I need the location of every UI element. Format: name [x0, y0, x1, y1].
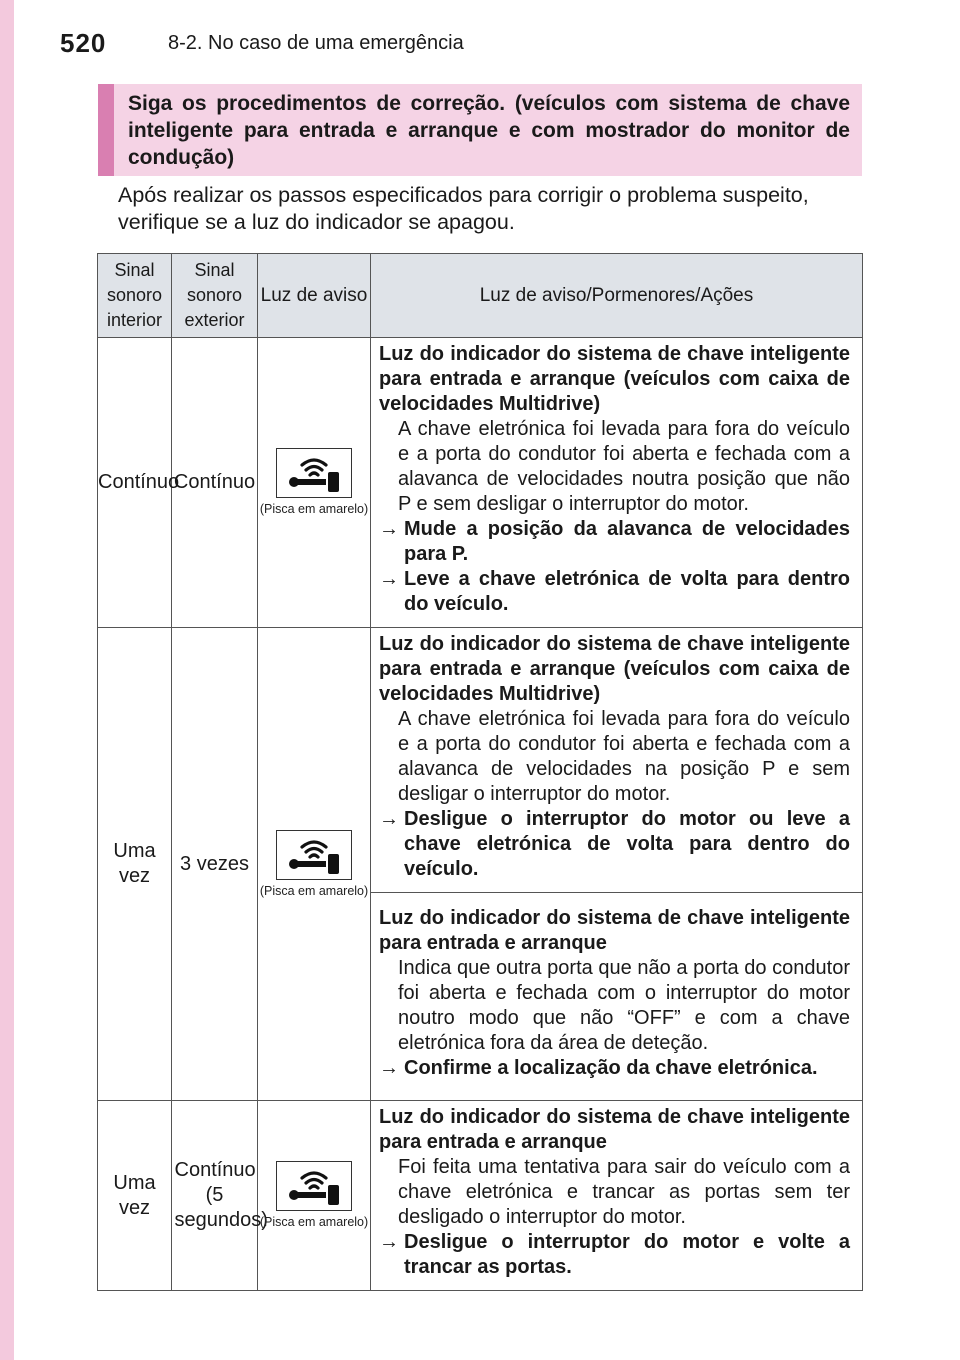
header-details: Luz de aviso/Pormenores/Ações — [371, 254, 863, 338]
smart-key-indicator-icon — [276, 1161, 352, 1211]
exterior-buzzer-value: Contínuo — [173, 471, 256, 493]
header-exterior-buzzer: Sinal sonoro exterior — [172, 254, 258, 338]
intro-paragraph: Após realizar os passos especificados para corrigir o problema suspeito, verifique se a luz do indicador se apagou. — [118, 183, 809, 234]
blink-note: (Pisca em amarelo) — [259, 502, 369, 516]
arrow-right-icon: → — [379, 1057, 399, 1079]
detail-action: → Leve a chave eletrónica de volta para dentro do veículo. — [379, 568, 850, 615]
warning-table — [97, 253, 863, 1291]
detail-action: → Confirme a localização da chave eletrónica. — [379, 1057, 818, 1079]
interior-buzzer-value: Uma vez — [113, 840, 156, 887]
smart-key-indicator-icon — [276, 448, 352, 498]
detail-body: A chave eletrónica foi levada para fora do veículo e a porta do condutor foi aberta e fechada com a alavanca de velocidades noutra posição que não P e sem desligar o interruptor do motor. — [398, 418, 850, 515]
blink-note: (Pisca em amarelo) — [259, 1215, 369, 1229]
blink-note: (Pisca em amarelo) — [259, 883, 369, 898]
detail-body: Indica que outra porta que não a porta do condutor foi aberta e fechada com o interruptor do motor noutro modo que não “OFF” e com a chave eletrónica fora da área de deteção. — [398, 957, 850, 1054]
table-row — [98, 338, 863, 628]
detail-action: → Desligue o interruptor do motor e volte a trancar as portas. — [379, 1231, 850, 1278]
section-title: 8-2. No caso de uma emergência — [168, 32, 464, 54]
arrow-right-icon: → — [379, 1231, 399, 1253]
arrow-right-icon: → — [379, 808, 399, 830]
page-number: 520 — [60, 28, 107, 58]
detail-action: → Desligue o interruptor do motor ou leve a chave eletrónica de volta para dentro do veículo. — [379, 808, 850, 880]
detail-title: Luz do indicador do sistema de chave inteligente para entrada e arranque — [379, 1106, 850, 1153]
table-row — [98, 628, 863, 893]
interior-buzzer-value: Contínuo — [98, 471, 180, 493]
procedure-callout — [98, 84, 862, 176]
header-warning-light: Luz de aviso — [258, 254, 371, 338]
header-interior-buzzer: Sinal sonoro interior — [98, 254, 172, 338]
detail-body: Foi feita uma tentativa para sair do veículo com a chave eletrónica e trancar as portas sem ter desligado o interruptor do motor. — [398, 1156, 850, 1228]
exterior-buzzer-value: 3 vezes — [180, 852, 249, 875]
detail-title: Luz do indicador do sistema de chave inteligente para entrada e arranque — [379, 907, 850, 954]
callout-text: Siga os procedimentos de correção. (veículos com sistema de chave inteligente para entrada e arranque e com mostrador do monitor de condução) — [128, 92, 850, 169]
detail-body: A chave eletrónica foi levada para fora do veículo e a porta do condutor foi aberta e fechada com a alavanca de velocidades na posição P e sem desligar o interruptor do motor. — [398, 708, 850, 805]
arrow-right-icon: → — [379, 568, 399, 590]
interior-buzzer-value: Uma vez — [113, 1171, 156, 1219]
smart-key-indicator-icon — [276, 830, 352, 880]
arrow-right-icon: → — [379, 518, 399, 540]
detail-title: Luz do indicador do sistema de chave inteligente para entrada e arranque (veículos com caixa de velocidades Multidrive) — [379, 343, 850, 415]
table-header-row — [98, 254, 863, 338]
side-color-band — [0, 0, 14, 1360]
detail-action: → Mude a posição da alavanca de velocidades para P. — [379, 518, 850, 565]
table-row — [98, 1101, 863, 1291]
exterior-buzzer-value: Contínuo (5 segundos) — [174, 1159, 268, 1231]
detail-title: Luz do indicador do sistema de chave inteligente para entrada e arranque (veículos com caixa de velocidades Multidrive) — [379, 633, 850, 705]
